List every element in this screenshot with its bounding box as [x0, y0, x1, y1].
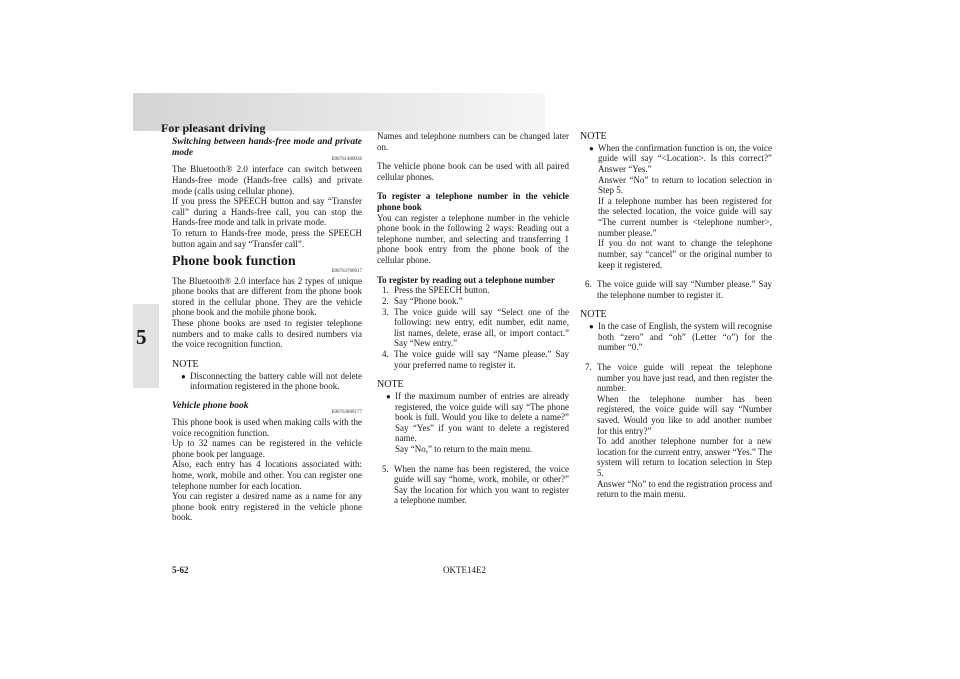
paragraph: You can register a desired name as a name for any phone book entry registered in the vehicle phone book.: [172, 491, 362, 523]
bullet-icon: ●: [589, 143, 594, 153]
step-item: 3. The voice guide will say “Select one of the following: new entry, edit number, edit name, list names, delete, erase all, or import contact.” Say “New entry.”: [382, 306, 569, 349]
section-title: For pleasant driving: [161, 121, 266, 135]
chapter-number: 5: [136, 325, 147, 349]
note-label: NOTE: [580, 131, 607, 142]
note-bullet: ● When the confirmation function is on, the voice guide will say “<Location>. Is this correct?” Answer “Yes.” Answer “No” to return to location selection in Step 5. If a telephone number has been registered for the selected location, the voice guide will say “The current number is <telephone number>, number please.” If you do not want to change the telephone number, say “cancel” or the original number to keep it registered.: [589, 142, 772, 270]
paragraph: The Bluetooth® 2.0 interface can switch between Hands-free mode (Hands-free calls) and private mode (calls using cellular phone).: [172, 164, 362, 196]
step-item: 7. The voice guide will repeat the telephone number you have just read, and then register the number. When the telephone number has been registered, the voice guide will say “Number saved. Would you like to add another number for this entry?” To add another telephone number for a new location for the current entry, answer “Yes.” The system will return to location selection in Step 5. Answer “No” to end the registration process and return to the main menu.: [585, 361, 772, 500]
paragraph: Also, each entry has 4 locations associated with: home, work, mobile and other. You can register one telephone number for each location.: [172, 459, 362, 491]
paragraph: These phone books are used to register telephone numbers and to make calls to desired numbers via the voice recognition function.: [172, 318, 362, 350]
section-code: E00761400036: [331, 157, 362, 163]
note-bullet: ● Disconnecting the battery cable will not delete information registered in the phone book.: [181, 370, 362, 392]
step-item: 2. Say “Phone book.”: [382, 295, 463, 306]
subheading-switching: Switching between hands-free mode and private mode: [172, 137, 362, 159]
heading-register-by-reading: To register by reading out a telephone number: [377, 274, 555, 285]
paragraph: If you press the SPEECH button and say “Transfer call” during a Hands-free call, you can stop the Hands-free mode and talk in private mode.: [172, 196, 362, 228]
note-label: NOTE: [377, 379, 404, 391]
paragraph: Names and telephone numbers can be changed later on.: [377, 131, 569, 152]
paragraph: This phone book is used when making calls with the voice recognition function.: [172, 416, 362, 438]
page-number: 5-62: [172, 565, 189, 575]
heading-phone-book-function: Phone book function: [172, 254, 296, 270]
bullet-icon: ●: [386, 391, 391, 401]
note-bullet: ● In the case of English, the system will recognise both “zero” and “oh” (Letter “o”) for the number “0.”: [589, 321, 772, 353]
column-2: [377, 131, 569, 506]
column-3: [580, 131, 772, 500]
step-item: 5. When the name has been registered, the voice guide will say “home, work, mobile, or other?” Say the location for which you want to register a telephone number.: [382, 463, 569, 506]
paragraph: The vehicle phone book can be used with all paired cellular phones.: [377, 161, 569, 182]
doc-code: OKTE14E2: [443, 565, 486, 575]
paragraph: To return to Hands-free mode, press the SPEECH button again and say “Transfer call”.: [172, 227, 362, 249]
heading-register-number: To register a telephone number in the vehicle phone book: [377, 191, 569, 213]
step-item: 1. Press the SPEECH button.: [382, 285, 490, 296]
note-label: NOTE: [580, 309, 607, 321]
subheading-vehicle-phone-book: Vehicle phone book: [172, 400, 249, 411]
note-label: NOTE: [172, 358, 199, 370]
column-1: [172, 137, 362, 523]
step-item: 6. The voice guide will say “Number please.” Say the telephone number to register it.: [585, 279, 772, 300]
note-bullet: ● If the maximum number of entries are already registered, the voice guide will say “The phone book is full. Would you like to delete a name?” Say “Yes” if you want to delete a registered name. Say “No,” to return to the main menu.: [386, 390, 569, 455]
paragraph: Up to 32 names can be registered in the vehicle phone book per language.: [172, 438, 362, 459]
section-code: E00763800177: [331, 410, 362, 416]
paragraph: The Bluetooth® 2.0 interface has 2 types of unique phone books that are different from the phone book stored in the cellular phone. They are the vehicle phone book and the mobile phone book.: [172, 275, 362, 318]
step-item: 4. The voice guide will say “Name please.” Say your preferred name to register it.: [382, 348, 569, 370]
paragraph: You can register a telephone number in the vehicle phone book in the following 2 ways: Reading out a telephone number, and selecting and transferring 1 phone book entry from the phone book of the cellular phone.: [377, 212, 569, 266]
section-code: E00763700017: [331, 268, 362, 274]
bullet-icon: ●: [181, 371, 186, 381]
bullet-icon: ●: [589, 322, 594, 332]
